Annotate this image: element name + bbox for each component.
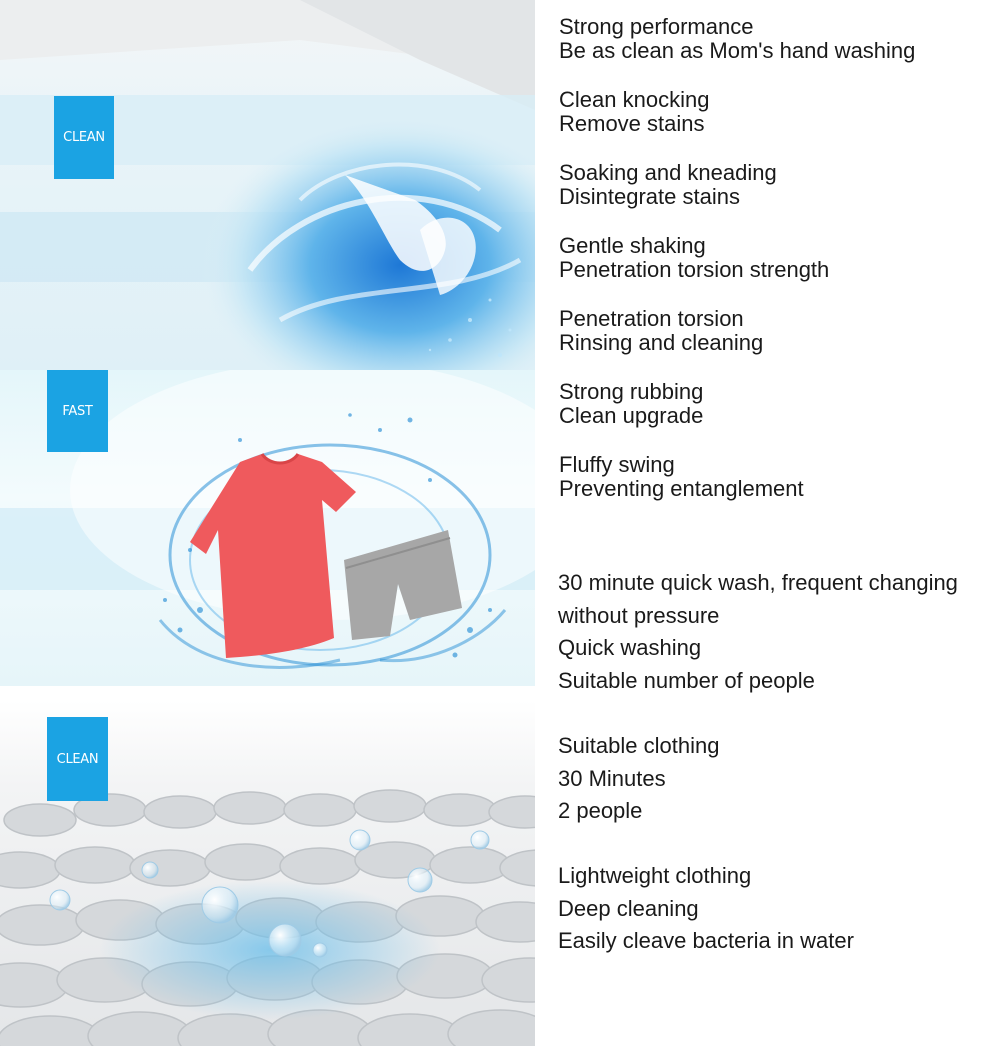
- feature-title: Fluffy swing: [559, 452, 675, 477]
- feature-subtitle: Clean upgrade: [559, 403, 704, 428]
- feature-soaking-kneading: [559, 161, 777, 209]
- list-item: 30 minute quick wash, frequent changing: [558, 570, 958, 595]
- feature-gentle-shaking: [559, 234, 829, 282]
- feature-title: Strong performance: [559, 14, 754, 39]
- list-item: 30 Minutes: [558, 765, 666, 791]
- feature-title: Gentle shaking: [559, 233, 706, 258]
- feature-subtitle: Penetration torsion strength: [559, 257, 830, 282]
- fabric-cleaning-illustration: [0, 700, 535, 1046]
- feature-title: Strong rubbing: [559, 379, 704, 404]
- quick-wash-list: [558, 567, 958, 697]
- quick-wash-illustration: [0, 370, 535, 686]
- feature-title: Clean knocking: [559, 87, 710, 112]
- suitability-list: [558, 730, 719, 828]
- list-item: Deep cleaning: [558, 895, 699, 921]
- fast-badge: FAST: [47, 370, 108, 452]
- feature-subtitle: Preventing entanglement: [559, 476, 804, 501]
- feature-clean-knocking: [559, 88, 709, 136]
- feature-subtitle: Disintegrate stains: [559, 184, 740, 209]
- feature-subtitle: Be as clean as Mom's hand washing: [559, 38, 916, 63]
- list-item: Easily cleave bacteria in water: [558, 928, 854, 953]
- list-item: Lightweight clothing: [558, 863, 752, 888]
- clean-badge: CLEAN: [54, 96, 114, 179]
- list-item: 2 people: [558, 798, 643, 823]
- list-item: Quick washing: [558, 635, 702, 660]
- clean-badge-bottom: CLEAN: [47, 717, 108, 801]
- feature-fluffy-swing: [559, 453, 804, 501]
- feature-title: Soaking and kneading: [559, 160, 777, 185]
- deep-clean-list: [558, 860, 854, 958]
- feature-title: Penetration torsion: [559, 306, 744, 331]
- list-item: without pressure: [558, 602, 720, 628]
- feature-penetration-torsion: [559, 307, 763, 355]
- feature-subtitle: Remove stains: [559, 111, 705, 136]
- water-swirl-hands-art: [0, 0, 535, 370]
- list-item: Suitable number of people: [558, 667, 815, 693]
- feature-strong-rubbing: [559, 380, 703, 428]
- list-item: Suitable clothing: [558, 733, 720, 758]
- hand-washing-illustration: [0, 0, 535, 370]
- feature-subtitle: Rinsing and cleaning: [559, 330, 764, 355]
- feature-strong-performance: [559, 15, 915, 63]
